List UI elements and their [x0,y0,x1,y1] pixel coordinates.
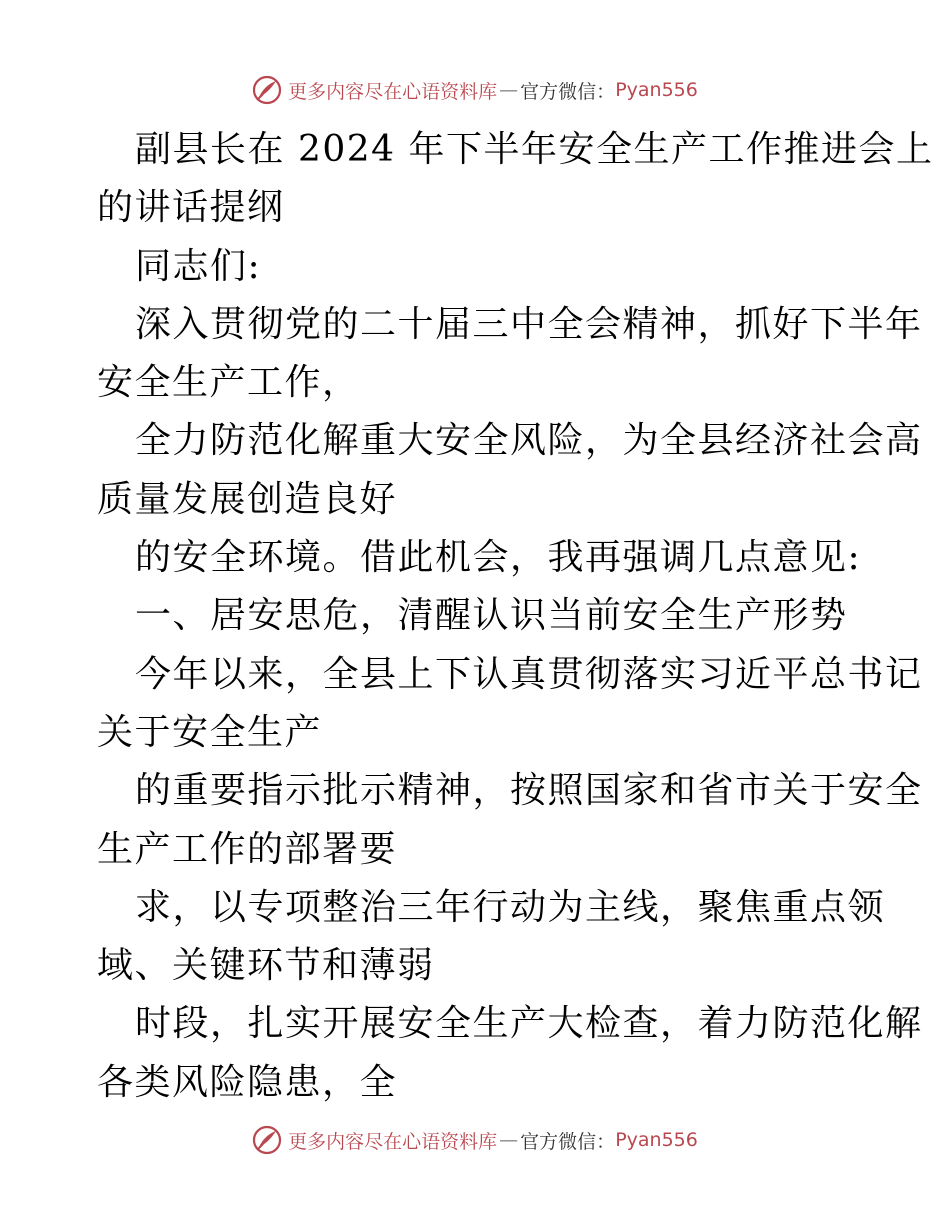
paragraph-line: 求，以专项整治三年行动为主线，聚焦重点领 [135,886,886,928]
header-banner [0,70,950,110]
document-body [97,121,934,1112]
paragraph-line: 质量发展创造良好 [97,478,398,520]
banner-account: Pyan556 [615,1129,698,1151]
paragraph-line: 域、关键环节和薄弱 [97,945,435,987]
paragraph-line: 各类风险隐患，全 [97,1061,398,1103]
banner-separator: — [499,1129,519,1151]
title-line-1: 副县长在 2024 年下半年安全生产工作推进会上 [135,129,934,170]
paragraph-line: 的安全环境。借此机会，我再强调几点意见: [135,537,862,579]
paragraph-line: 深入贯彻党的二十届三中全会精神，抓好下半年 [135,303,923,345]
paragraph-line: 安全生产工作， [97,362,360,404]
banner-wechat-label: 官方微信： [520,1130,616,1153]
title-line-2: 的讲话提纲 [97,187,285,229]
paragraph-line: 时段，扎实开展安全生产大检查，着力防范化解 [135,1003,923,1045]
banner-wechat-label: 官方微信： [520,80,616,103]
paragraph-line: 生产工作的部署要 [97,828,398,870]
banner-account: Pyan556 [615,79,698,101]
paragraph-line: 的重要指示批示精神，按照国家和省市关于安全 [135,770,923,812]
banner-text: 更多内容尽在心语资料库 [288,80,498,103]
quill-logo-icon [252,75,282,105]
paragraph-line: 关于安全生产 [97,711,323,753]
footer-banner [0,1120,950,1160]
paragraph-line: 全力防范化解重大安全风险，为全县经济社会高 [135,420,923,462]
paragraph-line: 今年以来，全县上下认真贯彻落实习近平总书记 [135,653,923,695]
quill-logo-icon [252,1125,282,1155]
banner-text: 更多内容尽在心语资料库 [288,1130,498,1153]
banner-separator: — [499,79,519,101]
section-heading: 一、居安思危，清醒认识当前安全生产形势 [135,595,848,637]
salutation: 同志们: [135,245,262,287]
